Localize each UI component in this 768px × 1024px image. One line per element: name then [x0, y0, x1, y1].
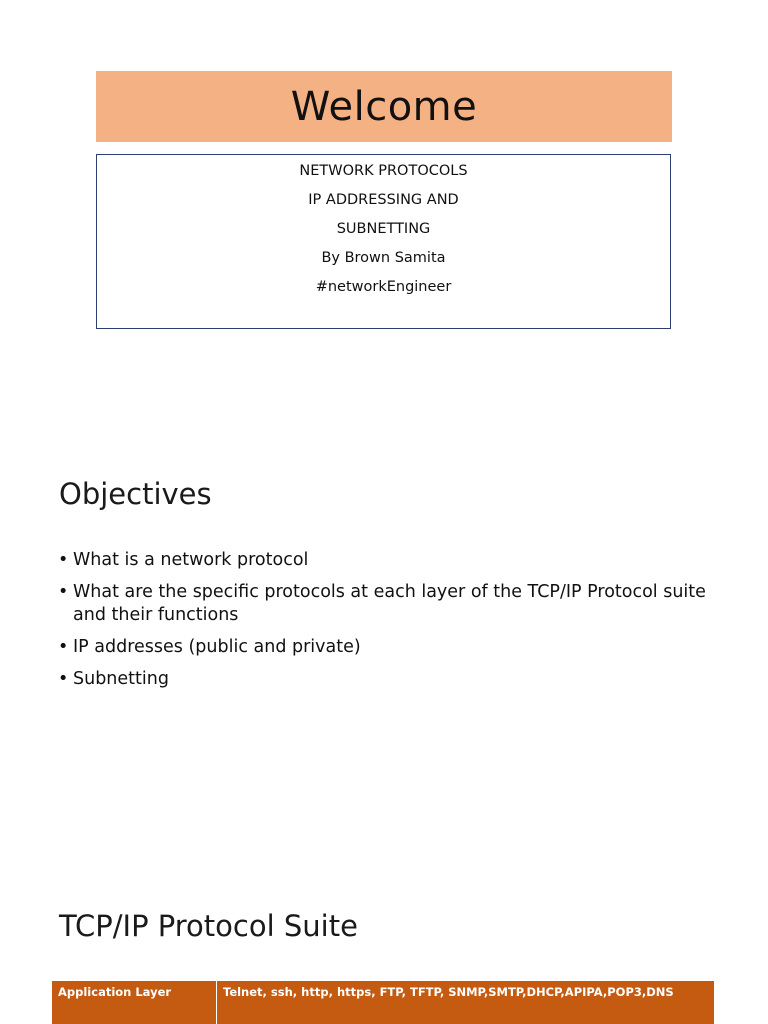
protocol-table-row — [52, 981, 714, 1024]
objectives-heading: Objectives — [59, 477, 212, 511]
protocols-cell: Telnet, ssh, http, https, FTP, TFTP, SNMP,SMTP,DHCP,APIPA,POP3,DNS — [223, 985, 674, 999]
subtitle-line: NETWORK PROTOCOLS — [299, 163, 468, 179]
list-item-text: IP addresses (public and private) — [73, 637, 361, 657]
list-item-text: What is a network protocol — [73, 550, 309, 570]
layer-cell: Application Layer — [52, 981, 217, 1024]
bullet-icon: • — [58, 637, 69, 657]
hashtag-line: #networkEngineer — [315, 279, 452, 295]
tcpip-suite-heading: TCP/IP Protocol Suite — [59, 909, 358, 943]
list-item-text: Subnetting — [73, 669, 169, 689]
subtitle-line: SUBNETTING — [336, 221, 431, 237]
bullet-icon: • — [58, 582, 69, 602]
welcome-banner — [96, 71, 672, 142]
list-item — [58, 636, 718, 659]
list-item — [58, 549, 718, 572]
bullet-icon: • — [58, 669, 69, 689]
subtitle-line: IP ADDRESSING AND — [308, 192, 459, 208]
list-item — [58, 581, 718, 627]
list-item-text: What are the specific protocols at each layer of the TCP/IP Protocol suite and their functions — [73, 582, 706, 625]
author-line: By Brown Samita — [321, 250, 446, 266]
list-item — [58, 668, 718, 691]
objectives-list — [58, 549, 718, 700]
subtitle-box — [96, 154, 671, 329]
slide-title: Welcome — [290, 83, 478, 130]
bullet-icon: • — [58, 550, 69, 570]
